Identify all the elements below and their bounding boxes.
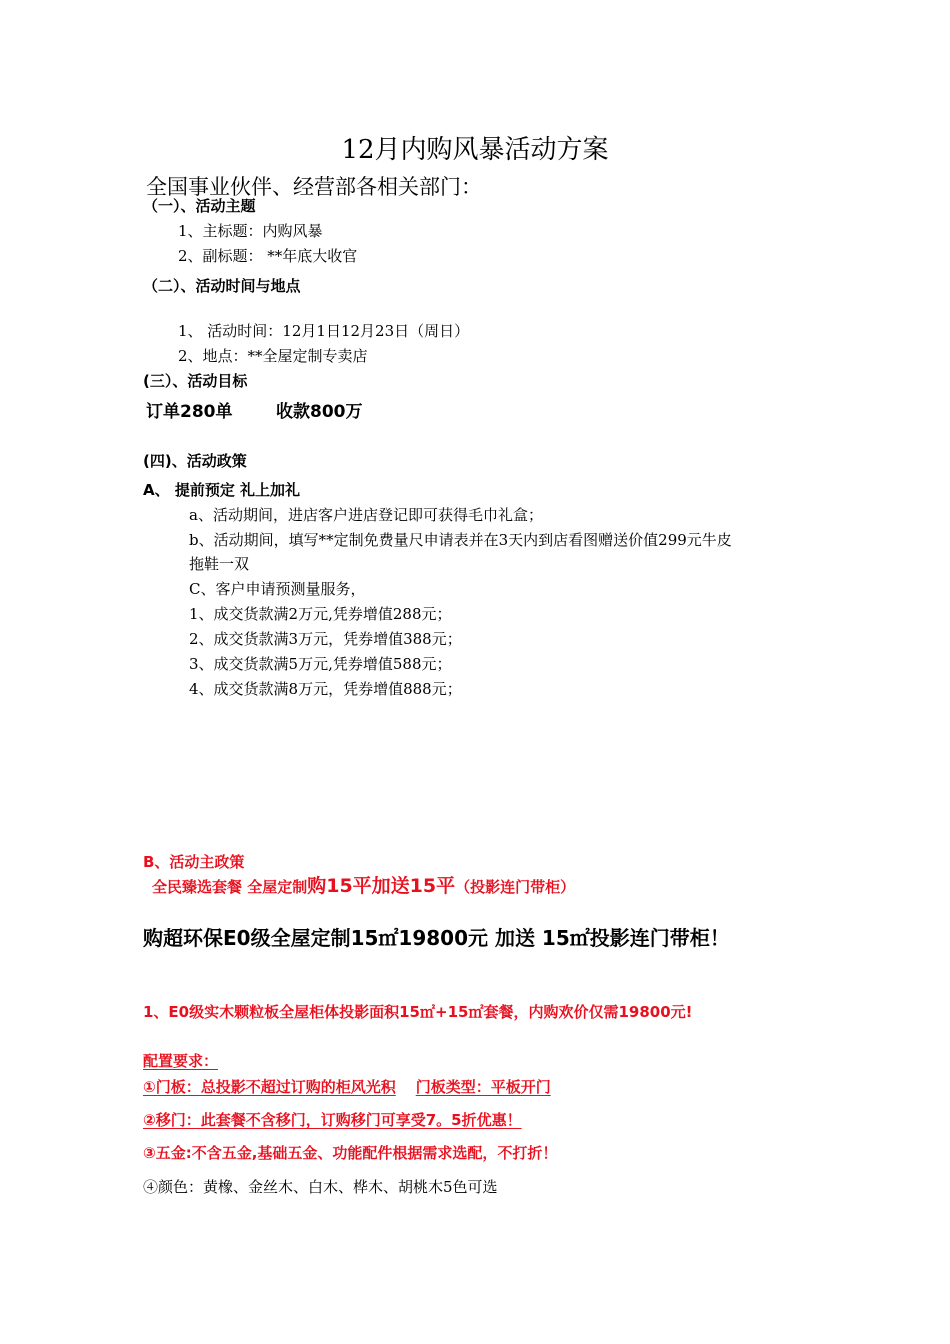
part-a-item: 2、成交货款满3万元，凭券增值388元； xyxy=(189,630,462,648)
part-a-item: a、活动期间，进店客户进店登记即可获得毛巾礼盒； xyxy=(189,506,543,524)
goal-orders: 订单280单 xyxy=(146,402,233,422)
section-1-heading: （一）、活动主题 xyxy=(143,197,256,215)
config-item: ②移门：此套餐不含移门，订购移门可享受7。5折优惠！ xyxy=(143,1111,522,1129)
part-a-item: b、活动期间，填写**定制免费量尺申请表并在3天内到店看图赠送价值299元牛皮 xyxy=(189,531,732,549)
part-b-subtitle xyxy=(152,877,575,896)
part-a-item: 3、成交货款满5万元,凭券增值588元； xyxy=(189,655,452,673)
config-item xyxy=(143,1080,551,1095)
config-title: 配置要求： xyxy=(143,1052,219,1070)
section-1-item: 2、副标题： **年底大收官 xyxy=(178,247,358,265)
section-3-heading: (三）、活动目标 xyxy=(143,372,248,390)
config-item: ③五金:不含五金,基础五金、功能配件根据需求选配，不打折！ xyxy=(143,1144,558,1162)
section-4-heading: (四)、活动政策 xyxy=(143,452,247,470)
part-b-subtitle-a: 全民臻选套餐 全屋定制 xyxy=(152,878,308,896)
part-b-title: B、活动主政策 xyxy=(143,853,245,871)
section-2-item: 2、地点：**全屋定制专卖店 xyxy=(178,347,368,365)
config-item-door-type: 门板类型：平板开门 xyxy=(415,1078,551,1096)
part-b-headline: 购超环保E0级全屋定制15㎡19800元 加送 15㎡投影连门带柜！ xyxy=(143,926,730,950)
part-a-item: 1、成交货款满2万元,凭券增值288元； xyxy=(189,605,452,623)
page-title: 12月内购风暴活动方案 xyxy=(341,135,609,165)
part-b-offer: 1、E0级实木颗粒板全屋柜体投影面积15㎡+15㎡套餐，内购欢价仅需19800元! xyxy=(143,1003,693,1021)
config-item: ④颜色：黄橡、金丝木、白木、桦木、胡桃木5色可选 xyxy=(143,1178,498,1196)
salutation: 全国事业伙伴、经营部各相关部门： xyxy=(146,175,482,199)
section-2-item: 1、 活动时间：12月1日12月23日（周日） xyxy=(178,322,470,340)
section-1-item: 1、主标题：内购风暴 xyxy=(178,222,323,240)
part-b-subtitle-c: （投影连门带柜） xyxy=(455,878,576,896)
part-a-item: C、客户申请预测量服务， xyxy=(189,580,366,598)
config-item-door: ①门板：总投影不超过订购的柜风光积 xyxy=(143,1078,396,1096)
part-a-item: 拖鞋一双 xyxy=(189,555,250,573)
part-b-subtitle-b: 购15平加送15平 xyxy=(307,875,456,897)
part-a-item: 4、成交货款满8万元，凭券增值888元； xyxy=(189,680,462,698)
part-a-title: A、 提前预定 礼上加礼 xyxy=(143,481,301,499)
goal-payment: 收款800万 xyxy=(276,402,363,422)
section-2-heading: （二）、活动时间与地点 xyxy=(143,277,301,295)
